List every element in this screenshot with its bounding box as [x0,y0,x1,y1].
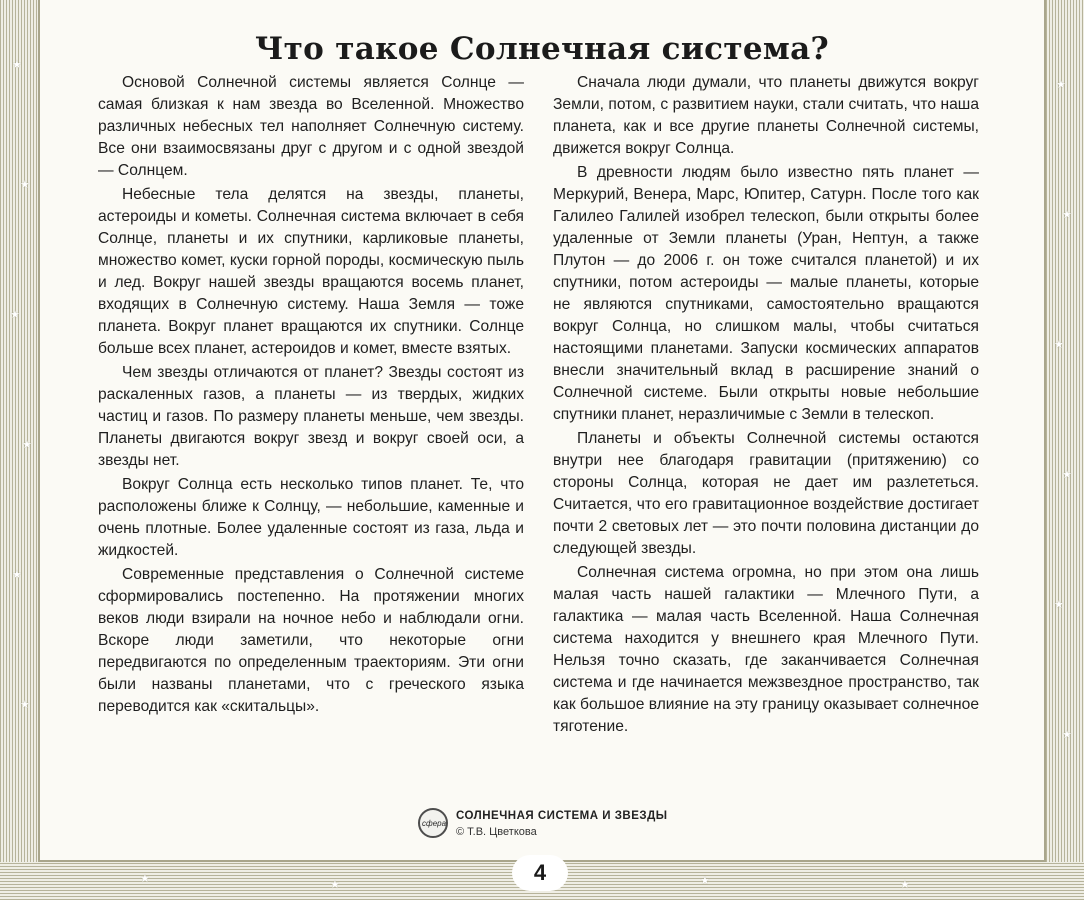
paragraph: В древности людям было известно пять планет — Меркурий, Венера, Марс, Юпитер, Сатурн. После того как Галилео Галилей изобрел телескоп, были открыты более удаленные от Земли планеты (Уран, Нептун, а также Плутон — до 2006 г. он тоже считался планетой) и их спутники, потом астероиды — малые планеты, которые не являются спутниками, самостоятельно вращаются вокруг Солнца, но слишком малы, чтобы считаться настоящими планетами. Запуски космических аппаратов внесли значительный вклад в расширение знаний о Солнечной системе. Были открыты новые небольшие спутники планет, неразличимые с Земли в телескоп. [553,164,979,423]
left-decorative-border [0,0,38,900]
star-decoration-icon: ★ [900,879,910,891]
paragraph: Чем звезды отличаются от планет? Звезды состоят из раскаленных газов, а планеты — из твердых, жидких частиц и газов. По размеру планеты меньше, чем звезды. Планеты двигаются вокруг звезд и вокруг своей оси, а звезды нет. [98,364,524,469]
star-decoration-icon: ★ [10,309,20,321]
star-decoration-icon: ★ [1054,599,1064,611]
left-column [98,72,524,720]
page-title: Что такое Солнечная система? [255,30,829,67]
paragraph: Сначала люди думали, что планеты движутся вокруг Земли, потом, с развитием науки, стали считать, что наша планета, как и все другие планеты Солнечной системы, движется вокруг Солнца. [553,74,979,157]
logo-text: сфера [421,819,447,828]
star-decoration-icon: ★ [140,873,150,885]
star-decoration-icon: ★ [20,179,30,191]
page-number: 4 [512,855,568,891]
series-title: СОЛНЕЧНАЯ СИСТЕМА И ЗВЕЗДЫ [456,810,668,822]
star-decoration-icon: ★ [1054,339,1064,351]
paragraph: Вокруг Солнца есть несколько типов планет. Те, что расположены ближе к Солнцу, — небольшие, каменные и очень плотные. Более удаленные состоят из газа, льда и жидкостей. [98,476,524,559]
paragraph: Небесные тела делятся на звезды, планеты, астероиды и кометы. Солнечная система включает в себя Солнце, планеты и их спутники, карликовые планеты, множество комет, куски горной породы, космическую пыль и лед. Вокруг нашей звезды вращаются восемь планет, входящих в Солнечную систему. Наша Земля — тоже планета. Вокруг планет вращаются их спутники. Солнце больше всех планет, астероидов и комет, вместе взятых. [98,186,524,357]
paragraph: Основой Солнечной системы является Солнце — самая близкая к нам звезда во Вселенной. Множество различных небесных тел наполняет Солнечную систему. Все они взаимосвязаны друг с другом и с одной звездой — Солнцем. [98,74,524,179]
star-decoration-icon: ★ [12,569,22,581]
publisher-logo-icon [418,808,448,838]
author-credit: © Т.В. Цветкова [456,826,537,838]
star-decoration-icon: ★ [1056,79,1066,91]
star-decoration-icon: ★ [22,439,32,451]
star-decoration-icon: ★ [1062,209,1072,221]
star-decoration-icon: ★ [700,875,710,887]
right-column [553,72,979,740]
right-decorative-border [1046,0,1084,900]
star-decoration-icon: ★ [20,699,30,711]
paragraph: Солнечная система огромна, но при этом она лишь малая часть нашей галактики — Млечного Пути, а галактика — малая часть Вселенной. Наша Солнечная система находится у внешнего края Млечного Пути. Нельзя точно сказать, где заканчивается Солнечная система и где начинается межзвездное пространство, так как большое влияние на эту границу оказывает солнечное тяготение. [553,564,979,735]
star-decoration-icon: ★ [12,59,22,71]
paragraph: Современные представления о Солнечной системе сформировались постепенно. На протяжении многих веков люди взирали на ночное небо и наблюдали огни. Вскоре люди заметили, что некоторые огни передвигаются по определенным траекториям. Эти огни были названы планетами, что с греческого языка переводится как «скитальцы». [98,566,524,715]
star-decoration-icon: ★ [1062,469,1072,481]
star-decoration-icon: ★ [1062,729,1072,741]
star-decoration-icon: ★ [330,879,340,891]
paragraph: Планеты и объекты Солнечной системы остаются внутри нее благодаря гравитации (притяжению) со стороны Солнца, которая не дает им разлететься. Считается, что его гравитационное воздействие достигает почти 2 световых лет — это почти половина дистанции до следующей звезды. [553,430,979,557]
